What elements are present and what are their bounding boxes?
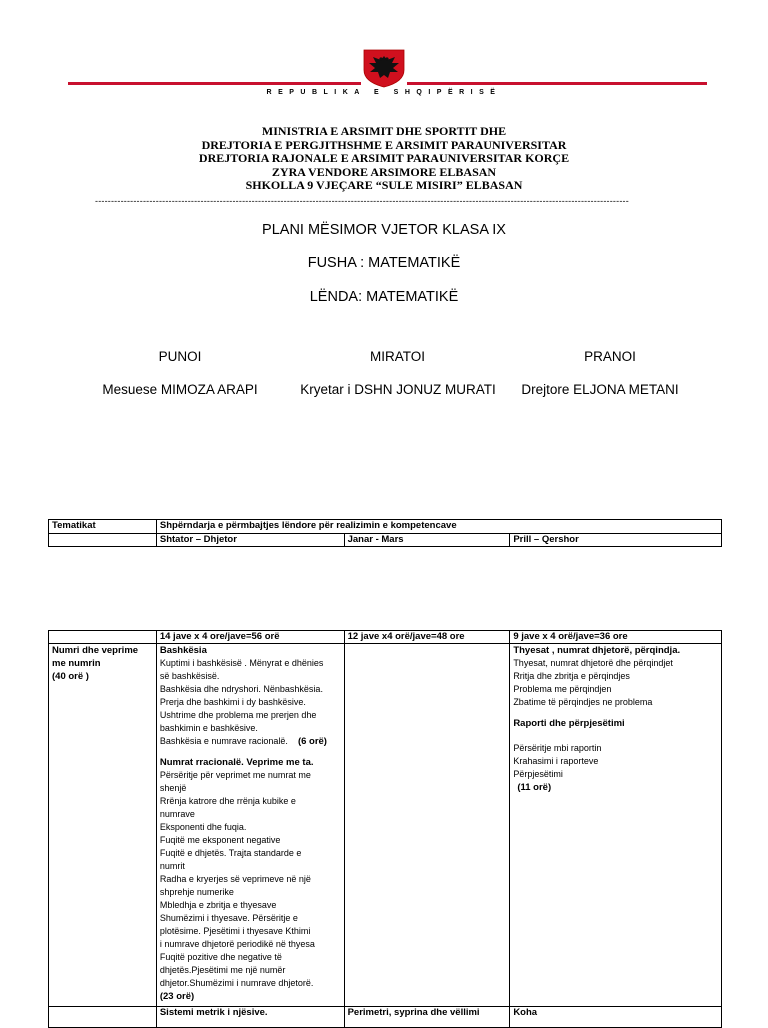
lesson-item: shprehje numerike: [159, 887, 234, 897]
unit-hours: (23 orë): [159, 991, 195, 1002]
header-rule-right: [407, 82, 707, 85]
lesson-item: Problema me përqindjen: [513, 684, 612, 694]
unit-title: Sistemi metrik i njësive.: [156, 1007, 344, 1028]
lesson-item: Krahasimi i raporteve: [513, 756, 599, 766]
ministry-line: SHKOLLA 9 VJEÇARE “SULE MISIRI” ELBASAN: [245, 178, 523, 192]
topic-name: Numri dhe veprime: [52, 645, 139, 656]
lesson-item: plotësime. Pjesëtimi i thyesave Kthimi: [159, 926, 311, 936]
hours-period-2: 12 jave x4 orë/jave=48 ore: [344, 631, 510, 644]
albanian-emblem: [361, 48, 407, 88]
ministry-line: MINISTRIA E ARSIMIT DHE SPORTIT DHE: [261, 124, 507, 138]
unit-title: Thyesat , numrat dhjetorë, përqindja.: [513, 645, 681, 656]
lesson-item: Ushtrime dhe problema me prerjen dhe: [159, 710, 317, 720]
lesson-item: Shumëzimi i thyesave. Përsëritje e: [159, 913, 298, 923]
plan-title: PLANI MËSIMOR VJETOR KLASA IX: [262, 222, 506, 238]
lesson-item: Bashkësia e numrave racionalë.: [159, 736, 288, 746]
miratoi-name: Kryetar i DSHN JONUZ MURATI: [300, 382, 496, 397]
tematikat-header: Tematikat: [49, 520, 157, 534]
period-1: Shtator – Dhjetor: [156, 534, 344, 547]
topic-hours: (40 orë ): [52, 671, 89, 682]
topic-name: me numrin: [52, 658, 101, 669]
period-1-content: [156, 644, 344, 1007]
pranoi-label: PRANOI: [584, 349, 636, 364]
lesson-item: së bashkësisë.: [159, 671, 220, 681]
lesson-item: i numrave dhjetorë periodikë në thyesa: [159, 939, 315, 949]
empty-cell: [49, 1007, 157, 1028]
lesson-item: Rrënja katrore dhe rrënja kubike e: [159, 796, 296, 806]
distribution-header: Shpërndarja e përmbajtjes lëndore për realizimin e kompetencave: [156, 520, 721, 534]
pranoi-name: Drejtore ELJONA METANI: [521, 382, 679, 397]
empty-cell: [49, 534, 157, 547]
lesson-item: Mbledhja e zbritja e thyesave: [159, 900, 277, 910]
lesson-item: Fuqitë me eksponent negative: [159, 835, 281, 845]
unit-title: Numrat rracionalë. Veprime me ta.: [159, 757, 314, 768]
lesson-item: dhjetor.Shumëzimi i numrave dhjetorë.: [159, 978, 314, 988]
plan-table: [48, 630, 722, 1028]
subject-title: LËNDA: MATEMATIKË: [309, 289, 459, 305]
lesson-item: Eksponenti dhe fuqia.: [159, 822, 247, 832]
unit-hours: (6 orë): [297, 736, 327, 747]
header-rule-left: [68, 82, 361, 85]
lesson-item: numrave: [159, 809, 195, 819]
lesson-item: Fuqitë pozitive dhe negative të: [159, 952, 282, 962]
miratoi-label: MIRATOI: [369, 349, 425, 364]
divider-line: -----------------------------------------------------------------------------------------------------------------------------------------------------------------------: [95, 196, 629, 206]
hours-period-1: 14 jave x 4 ore/jave=56 orë: [156, 631, 344, 644]
hours-period-3: 9 jave x 4 orë/jave=36 ore: [510, 631, 722, 644]
lesson-item: Përsëritje mbi raportin: [513, 743, 602, 753]
lesson-item: Përpjesëtimi: [513, 769, 563, 779]
distribution-table: [48, 519, 722, 547]
lesson-item: Rritja dhe zbritja e përqindjes: [513, 671, 630, 681]
lesson-item: Thyesat, numrat dhjetorë dhe përqindjet: [513, 658, 673, 668]
lesson-item: Bashkësia dhe ndryshori. Nënbashkësia.: [159, 684, 323, 694]
ministry-line: DREJTORIA E PERGJITHSHME E ARSIMIT PARAUNIVERSITAR: [201, 137, 567, 152]
lesson-item: Radha e kryerjes së veprimeve në një: [159, 874, 311, 884]
empty-cell: [49, 631, 157, 644]
lesson-item: Fuqitë e dhjetës. Trajta standarde e: [159, 848, 302, 858]
ministry-line: DREJTORIA RAJONALE E ARSIMIT PARAUNIVERSITAR KORÇE: [198, 151, 570, 165]
period-3-content: [510, 644, 722, 1007]
lesson-item: dhjetës.Pjesëtimi me një numër: [159, 965, 286, 975]
ministry-line: ZYRA VENDORE ARSIMORE ELBASAN: [271, 164, 497, 179]
lesson-item: bashkimin e bashkësive.: [159, 723, 258, 733]
unit-title: Bashkësia: [159, 645, 207, 656]
lesson-item: shenjë: [159, 783, 187, 793]
unit-hours: (11 orë): [517, 782, 552, 793]
period-3: Prill – Qershor: [510, 534, 722, 547]
period-2-content: [344, 644, 510, 1007]
period-2: Janar - Mars: [344, 534, 510, 547]
punoi-label: PUNOI: [158, 349, 202, 364]
lesson-item: Prerja dhe bashkimi i dy bashkësive.: [159, 697, 306, 707]
field-title: FUSHA : MATEMATIKË: [307, 255, 461, 271]
lesson-item: Zbatime të përqindjes ne problema: [513, 697, 653, 707]
unit-title: Perimetri, syprina dhe vëllimi: [344, 1007, 510, 1028]
lesson-item: Kuptimi i bashkësisë . Mënyrat e dhënies: [159, 658, 324, 668]
unit-title: Koha: [510, 1007, 722, 1028]
lesson-item: Përsëritje për veprimet me numrat me: [159, 770, 311, 780]
lesson-item: numrit: [159, 861, 185, 871]
topic-cell: [49, 644, 157, 1007]
punoi-name: Mesuese MIMOZA ARAPI: [102, 382, 258, 397]
unit-title: Raporti dhe përpjesëtimi: [513, 718, 625, 729]
ministry-header: [0, 125, 768, 193]
republic-name: REPUBLIKA E SHQIPËRISË: [266, 89, 502, 96]
